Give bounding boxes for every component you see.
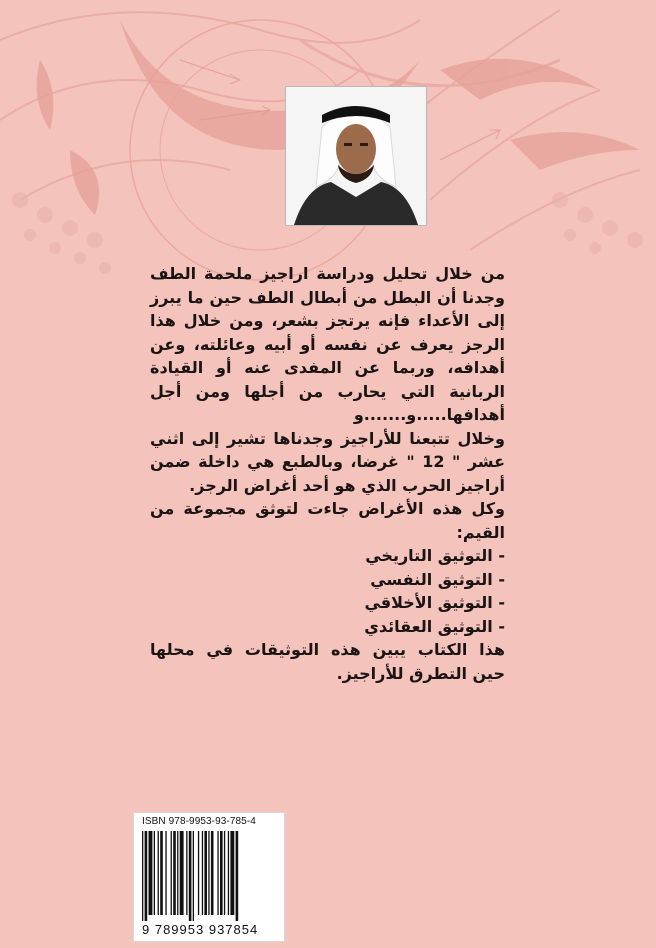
- barcode-bar: [149, 831, 153, 915]
- isbn-barcode: [133, 812, 285, 942]
- barcode-bar: [230, 831, 234, 915]
- back-cover-blurb: [150, 262, 505, 685]
- barcode-bar: [142, 831, 143, 921]
- barcode-bar: [165, 831, 166, 915]
- barcode-bar: [158, 831, 159, 915]
- barcode-bar: [224, 831, 225, 915]
- value-item: - التوثيق التاريخي: [365, 546, 505, 565]
- barcode-bar: [211, 831, 214, 915]
- barcode-bar: [186, 831, 187, 915]
- barcode-bars: [140, 831, 278, 921]
- blurb-paragraph-1: من خلال تحليل ودراسة اراجيز ملحمة الطف وجدنا أن البطل من أبطال الطف حين ما يبرز إلى الأعداء فإنه يرتجز بشعر، ومن خلال هذا الرجز يعرف عن نفسه أو أبيه وعائلته، وعن أهدافه، وربما عن المفدى عنه أو القيادة الربانية التي يحارب من أجلها ومن أجل أهدافها.....و.......و: [150, 264, 505, 424]
- barcode-bar: [236, 831, 239, 921]
- barcode-bar: [145, 831, 148, 921]
- author-portrait: [285, 86, 427, 226]
- barcode-bar: [208, 831, 209, 915]
- isbn-digits: 9 789953 937854: [142, 922, 259, 937]
- value-item: - التوثيق النفسي: [370, 569, 505, 589]
- blurb-paragraph-2: وخلال تتبعنا للأراجيز وجدناها تشير إلى اثني عشر " 12 " غرضا، وبالطبع هي داخلة ضمن أراجيز الحرب الذي هو أحد أغراض الرجز.: [150, 428, 505, 495]
- barcode-bar: [217, 831, 218, 915]
- isbn-label: ISBN 978-9953-93-785-4: [142, 816, 256, 827]
- barcode-bar: [220, 831, 223, 915]
- value-item: - التوثيق الأخلاقي: [364, 593, 505, 612]
- value-item: - التوثيق العقائدي: [364, 616, 505, 636]
- barcode-bar: [173, 831, 176, 915]
- barcode-bar: [189, 831, 192, 921]
- values-list: [150, 544, 505, 638]
- barcode-bar: [154, 831, 155, 915]
- barcode-bar: [198, 831, 199, 915]
- barcode-bar: [171, 831, 172, 915]
- barcode-bar: [228, 831, 229, 915]
- barcode-bar: [202, 831, 203, 915]
- barcode-bar: [177, 831, 178, 915]
- blurb-closing: هذا الكتاب يبين هذه التوثيقات في محلها حين التطرق للأراجيز.: [150, 640, 505, 683]
- blurb-paragraph-3: وكل هذه الأغراض جاءت لتوثق مجموعة من القيم:: [150, 499, 505, 542]
- barcode-bar: [193, 831, 194, 921]
- barcode-bar: [204, 831, 207, 915]
- barcode-bar: [160, 831, 163, 915]
- barcode-bar: [180, 831, 184, 915]
